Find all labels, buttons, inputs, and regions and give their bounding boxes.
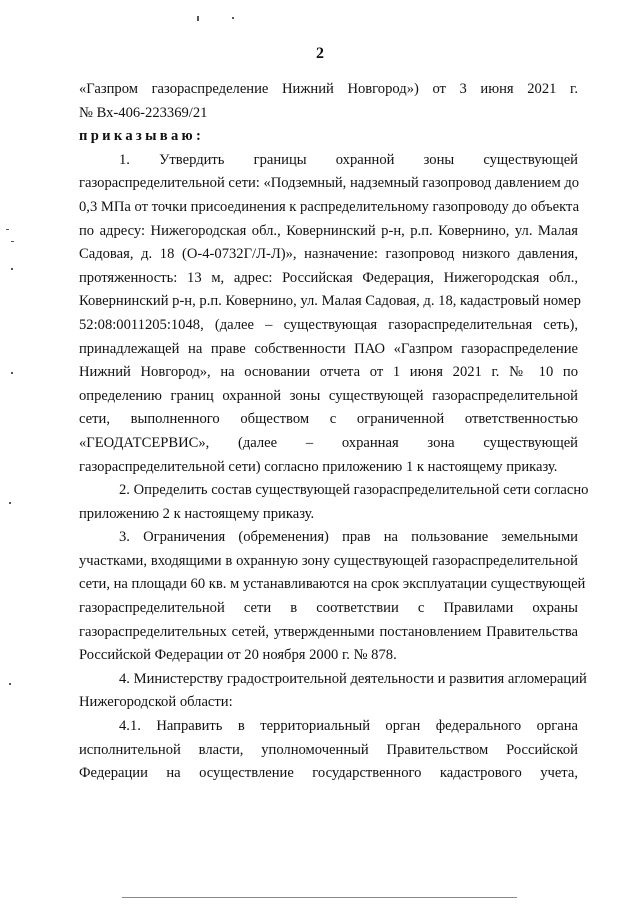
- text-line: протяженность: 13 м, адрес: Российская Федерация, Нижегородская обл.,: [79, 269, 578, 286]
- page-number: 2: [316, 45, 324, 62]
- order-heading: приказываю:: [79, 128, 205, 145]
- text-line: приложению 2 к настоящему приказу.: [79, 505, 315, 522]
- scan-speck: [11, 241, 14, 242]
- text-line: газораспределительной сети: «Подземный, надземный газопровод давлением до: [79, 175, 580, 192]
- scan-speck: [9, 502, 11, 504]
- scan-speck: [6, 229, 9, 230]
- text-line: газораспределительной сети в соответствии с Правилами охраны: [79, 600, 578, 617]
- text-line: Нижегородской области:: [79, 694, 233, 711]
- scan-speck: [197, 16, 199, 21]
- scan-speck: [11, 268, 13, 270]
- text-line: Российской Федерации от 20 ноября 2000 г. № 878.: [79, 647, 397, 664]
- text-line: сети, выполненного обществом с ограниченной ответственностью: [79, 411, 578, 428]
- text-line: Нижний Новгород», на основании отчета от 1 июня 2021 г. № 10 по: [79, 364, 578, 381]
- text-line: 2. Определить состав существующей газораспределительной сети согласно: [119, 482, 589, 499]
- scan-speck: [232, 17, 234, 19]
- scan-speck: [11, 372, 13, 374]
- text-line: 1. Утвердить границы охранной зоны существующей: [119, 151, 578, 168]
- text-line: Ковернинский р-н, р.п. Ковернино, ул. Малая Садовая, д. 18, кадастровый номер: [79, 293, 581, 310]
- text-line: исполнительной власти, уполномоченный Правительством Российской: [79, 741, 578, 758]
- text-line: определению границ охранной зоны существующей газораспределительной: [79, 387, 578, 404]
- text-line: Садовая, д. 18 (О-4-0732Г/Л-Л)», назначение: газопровод низкого давления,: [79, 246, 578, 263]
- text-line: 4.1. Направить в территориальный орган федерального органа: [119, 718, 578, 735]
- text-line: 52:08:0011205:1048, (далее – существующая газораспределительная сеть),: [79, 316, 578, 333]
- text-line: Федерации на осуществление государственного кадастрового учета,: [79, 765, 578, 782]
- text-line: «Газпром газораспределение Нижний Новгород») от 3 июня 2021 г.: [79, 81, 578, 97]
- footer-rule: [122, 897, 517, 898]
- text-line: «ГЕОДАТСЕРВИС», (далее – охранная зона существующей: [79, 434, 578, 451]
- text-line: 3. Ограничения (обременения) прав на пользование земельными: [119, 529, 578, 546]
- text-line: 0,3 МПа от точки присоединения к распределительному газопроводу до объекта: [79, 198, 580, 215]
- text-line: участками, входящими в охранную зону существующей газораспределительной: [79, 552, 578, 569]
- text-line: газораспределительной сети) согласно приложению 1 к настоящему приказу.: [79, 458, 558, 475]
- document-body: [79, 78, 589, 786]
- text-line: № Вх-406-223369/21: [79, 104, 208, 121]
- text-line: газораспределительных сетей, утвержденными постановлением Правительства: [79, 623, 578, 640]
- text-line: принадлежащей на праве собственности ПАО «Газпром газораспределение: [79, 340, 578, 357]
- text-line: по адресу: Нижегородская обл., Ковернинский р-н, р.п. Ковернино, ул. Малая: [79, 222, 578, 239]
- text-line: сети, на площади 60 кв. м устанавливаются на срок эксплуатации существующей: [79, 576, 586, 593]
- text-line: 4. Министерству градостроительной деятельности и развития агломераций: [119, 670, 587, 687]
- scan-speck: [9, 683, 11, 685]
